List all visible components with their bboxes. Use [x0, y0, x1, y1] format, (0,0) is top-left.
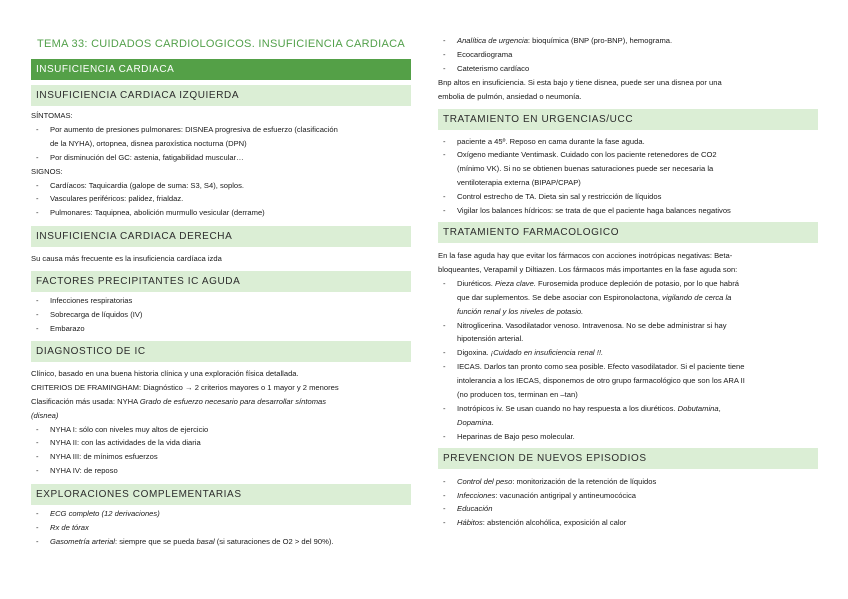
- right-column: [438, 0, 818, 530]
- text-run: (si saturaciones de O2 > del 90%).: [214, 536, 334, 546]
- text-run: Digoxina.: [457, 348, 491, 358]
- text-run: ,: [718, 403, 721, 413]
- list-item: - Cateterismo cardíaco: [438, 62, 818, 76]
- list-item: - Por disminución del GC: astenia, fatigabilidad muscular…: [31, 151, 411, 165]
- list-item: - Nitroglicerina. Vasodilatador venoso. Intravenosa. No se debe administrar si hay: [438, 319, 818, 333]
- section-farmacologico-body: [438, 249, 818, 444]
- list-item: [438, 475, 818, 489]
- list-item: - paciente a 45º. Reposo en cama durante la fase aguda.: [438, 135, 818, 149]
- text-run-italic: Grado de esfuerzo necesario para desarrollar síntomas: [139, 396, 327, 406]
- section-exploraciones-body: [31, 507, 411, 549]
- paragraph: [31, 409, 411, 423]
- section-header-farmacologico: TRATAMIENTO FARMACOLOGICO: [438, 222, 818, 243]
- list-item: - Ecocardiograma: [438, 48, 818, 62]
- list-item: - Cardíacos: Taquicardia (galope de suma: S3, S4), soplos.: [31, 179, 411, 193]
- list-item: [438, 516, 818, 530]
- section-factores-body: [31, 294, 411, 336]
- section-header-diagnostico: DIAGNOSTICO DE IC: [31, 341, 411, 362]
- list-item: - IECAS. Darlos tan pronto como sea posible. Efecto vasodilatador. Si el paciente tiene: [438, 360, 818, 374]
- text-run: Furosemida produce depleción de potasio, por lo que habrá: [535, 278, 739, 288]
- sintomas-label: SÍNTOMAS:: [31, 111, 73, 120]
- list-item: [31, 507, 411, 521]
- list-item: [438, 402, 818, 416]
- text-run-italic: Hábitos: [457, 518, 483, 528]
- text-run: Inotrópicos iv. Se usan cuando no hay respuesta a los diuréticos.: [457, 403, 678, 413]
- section-pruebas-body: [438, 34, 818, 104]
- section-header-factores: FACTORES PRECIPITANTES IC AGUDA: [31, 271, 411, 292]
- list-item-continuation: (no producen tos, terminan en –tan): [457, 390, 578, 400]
- list-item: - Pulmonares: Taquipnea, abolición murmullo vesicular (derrame): [31, 206, 411, 220]
- list-item: - NYHA I: sólo con niveles muy altos de ejercicio: [31, 423, 411, 437]
- list-item: [438, 277, 818, 291]
- text-run-italic: vigilando de cerca la: [662, 292, 732, 302]
- paragraph: CRITERIOS DE FRAMINGHAM: Diagnóstico → 2 criterios mayores o 1 mayor y 2 menores: [31, 382, 339, 392]
- main-section-header: INSUFICIENCIA CARDIACA: [31, 59, 411, 80]
- text-run: Diuréticos.: [457, 278, 495, 288]
- text-run: : vacunación antigripal y antineumocócica: [495, 490, 636, 500]
- text-run-italic: (disnea): [31, 410, 59, 420]
- list-item-continuation: [438, 291, 818, 305]
- section-diagnostico-body: [31, 367, 411, 478]
- text-run: : siempre que se pueda: [115, 536, 197, 546]
- paragraph: embolia de pulmón, ansiedad o neumonía.: [438, 91, 582, 101]
- section-derecha-body: [31, 252, 411, 266]
- list-item-continuation: ventiloterapia externa (BIPAP/CPAP): [457, 178, 581, 188]
- list-item-continuation: [438, 305, 818, 319]
- paragraph: En la fase aguda hay que evitar los fármacos con acciones inotrópicas negativas: Beta-: [438, 250, 733, 260]
- list-item: - NYHA III: de mínimos esfuerzos: [31, 450, 411, 464]
- paragraph: Su causa más frecuente es la insuficiencia cardíaca izda: [31, 254, 222, 264]
- list-item: - Control estrecho de TA. Dieta sin sal y restricción de líquidos: [438, 190, 818, 204]
- text-run-italic: Educación: [457, 504, 493, 514]
- text-run-italic: Control del peso: [457, 476, 513, 486]
- list-item-continuation: [438, 416, 818, 430]
- signos-label: SIGNOS:: [31, 166, 63, 176]
- list-item: [438, 489, 818, 503]
- section-header-exploraciones: EXPLORACIONES COMPLEMENTARIAS: [31, 484, 411, 505]
- text-run-italic: Gasometría arterial: [50, 536, 115, 546]
- section-header-urgencias: TRATAMIENTO EN URGENCIAS/UCC: [438, 109, 818, 130]
- left-column: [31, 0, 411, 549]
- list-item-continuation: hipotensión arterial.: [457, 334, 524, 344]
- text-run-italic: función renal y los niveles de potasio.: [457, 306, 584, 316]
- text-run: : monitorización de la retención de líquidos: [512, 476, 657, 486]
- paragraph: bloqueantes, Verapamil y Diltiazen. Los fármacos más importantes en la fase aguda son:: [438, 264, 738, 274]
- text-run-italic: basal: [196, 536, 215, 546]
- section-prevencion-body: [438, 475, 818, 531]
- text-run-italic: Rx de tórax: [50, 523, 89, 533]
- list-item: - Por aumento de presiones pulmonares: DISNEA progresiva de esfuerzo (clasificación: [31, 123, 411, 137]
- list-item: [438, 34, 818, 48]
- list-item: - Vasculares periféricos: palidez, frialdaz.: [31, 192, 411, 206]
- section-header-prevencion: PREVENCION DE NUEVOS EPISODIOS: [438, 448, 818, 469]
- paragraph: [31, 395, 411, 409]
- section-izquierda-body: [31, 109, 411, 220]
- text-run-italic: ECG completo (12 derivaciones): [50, 509, 160, 519]
- list-item: - Heparinas de Bajo peso molecular.: [438, 430, 818, 444]
- list-item: - Infecciones respiratorias: [31, 294, 411, 308]
- text-run-italic: Analítica de urgencia: [457, 36, 528, 45]
- list-item: - Oxígeno mediante Ventimask. Cuidado con los paciente retenedores de CO2: [438, 148, 818, 162]
- text-run: : abstención alcohólica, exposición al calor: [482, 518, 627, 528]
- document-title: TEMA 33: CUIDADOS CARDIOLOGICOS. INSUFICIENCIA CARDIACA: [37, 38, 405, 50]
- paragraph: Clínico, basado en una buena historia clínica y una exploración física detallada.: [31, 368, 299, 378]
- text-run-italic: ¡Cuidado en insuficiencia renal !!.: [490, 348, 604, 358]
- text-run: que dar suplementos. Se debe asociar con Espironolactona,: [457, 292, 663, 302]
- list-item: [438, 502, 818, 516]
- text-run-italic: Dobutamina: [677, 403, 719, 413]
- list-item: - Sobrecarga de líquidos (IV): [31, 308, 411, 322]
- list-item: [31, 521, 411, 535]
- list-item-continuation: intolerancia a los IECAS, disponemos de otro grupo farmacológico que son los ARA II: [457, 376, 745, 386]
- text-run: : bioquímica (BNP (pro-BNP), hemograma.: [527, 36, 673, 45]
- paragraph: Bnp altos en insuficiencia. Si esta bajo y tiene disnea, puede ser una disnea por una: [438, 77, 722, 87]
- list-item: [438, 346, 818, 360]
- text-run-italic: Pieza clave.: [494, 278, 536, 288]
- list-item: [31, 535, 411, 549]
- section-header-izquierda: INSUFICIENCIA CARDIACA IZQUIERDA: [31, 85, 411, 106]
- text-run-italic: Infecciones: [457, 490, 496, 500]
- list-item: - NYHA II: con las actividades de la vida diaria: [31, 436, 411, 450]
- list-item-continuation: (mínimo VK). Si no se obtienen buenas saturaciones puede ser necesaria la: [457, 164, 714, 174]
- section-header-derecha: INSUFICIENCIA CARDIACA DERECHA: [31, 226, 411, 247]
- list-item: - Vigilar los balances hídricos: se trata de que el paciente haga balances negativos: [438, 204, 818, 218]
- list-item-continuation: de la NYHA), ortopnea, disnea paroxística nocturna (DPN): [50, 138, 247, 148]
- list-item: - NYHA IV: de reposo: [31, 464, 411, 478]
- section-urgencias-body: [438, 135, 818, 218]
- text-run: Clasificación más usada: NYHA: [31, 396, 140, 406]
- list-item: - Embarazo: [31, 322, 411, 336]
- text-run: .: [491, 417, 494, 427]
- text-run-italic: Dopamina: [457, 417, 492, 427]
